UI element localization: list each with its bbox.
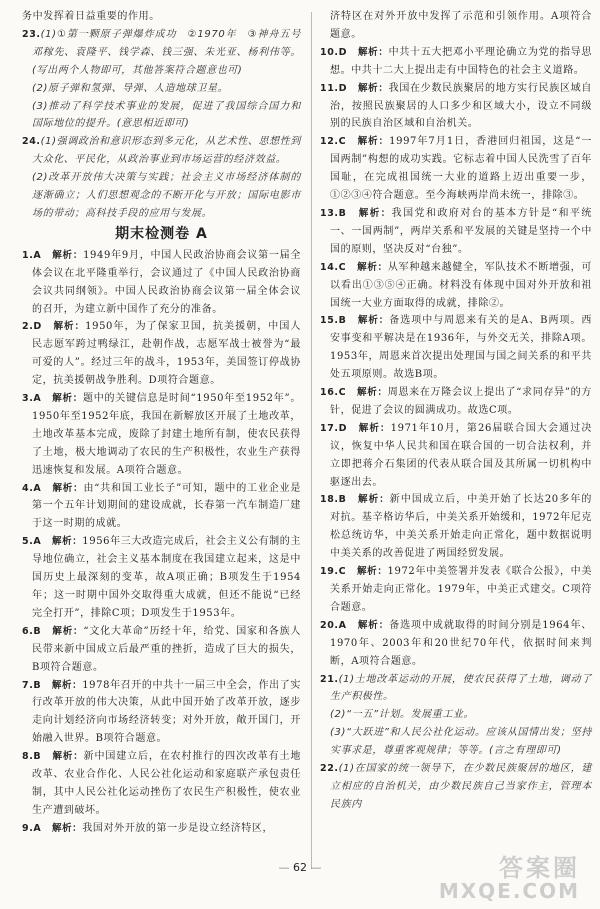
answer-part-3: (3)推动了科学技术事业的发展，促进了我国综合国力和国际地位的提升。(意思相近即可) [32, 100, 301, 130]
answer-part-1: (1)土地改革运动的开展，使农民获得了土地，调动了生产积极性。 [330, 673, 592, 703]
answer-choice: D [338, 82, 348, 94]
footer-dash-right: — [310, 861, 322, 874]
answer-choice: C [338, 566, 347, 578]
answer-item [22, 623, 301, 677]
analysis-text: 1956年三大改造完成后，社会主义公有制的主导地位确立，社会主义基本制度在我国建立起来，这是中国历史上最深刻的变革，故A项正确；B项发生于1954年；这一时期中国外交取得重大成就，但还不能说“已经完全打开”，排除C项；D项发生于1953年。 [32, 536, 301, 619]
answer-choice: B [33, 625, 42, 637]
answer-item [320, 617, 592, 671]
question-number: 8. [22, 751, 34, 763]
question-number: 15. [320, 315, 339, 327]
answer-item [320, 44, 592, 80]
right-column [320, 8, 592, 814]
answer-item [22, 318, 301, 390]
answer-part-2: (2)改革开放伟大决策与实践；社会主义市场经济体制的逐渐确立；人们思想观念的不断开化与开放；国际电影市场的带动；高科技手段的应用与发展。 [32, 172, 301, 219]
continued-text: 济特区在对外开放中发挥了示范和引领作用。A项符合题意。 [330, 11, 592, 40]
page-number: 62 [293, 861, 307, 874]
analysis-tag: 解析： [357, 136, 390, 148]
right-answer-list [320, 44, 592, 671]
answer-choice: B [338, 494, 347, 506]
analysis-text: 1971年10月，第26届联合国大会通过决议，恢复中华人民共和国在联合国的一切合法权利，并立即把蒋介石集团的代表从联合国及其所属一切机构中驱逐出去。 [330, 422, 592, 488]
answer-item [320, 80, 592, 134]
column-divider [311, 12, 312, 869]
intro-line: 务中发挥着日益重要的作用。 [22, 11, 160, 22]
analysis-text: 由“共和国工业长子”可知，题中的工业企业是第一个五年计划期间的建设成就，长春第一汽车制造厂建于这一时期的成就。 [32, 482, 301, 530]
answer-choice: D [33, 321, 42, 333]
question-number: 20. [320, 619, 339, 631]
analysis-tag: 解析： [52, 751, 84, 763]
answer-item [320, 563, 592, 617]
analysis-text: 从军种越来越健全，军队技术不断增强，可以看出①③⑤④正确。材料没有体现中国对外开放和祖国统一大业方面取得的成就，排除②。 [330, 261, 592, 309]
question-number: 17. [320, 422, 339, 434]
site-watermark-logo [438, 849, 592, 905]
analysis-tag: 解析： [51, 822, 83, 834]
answer-choice: A [33, 482, 42, 494]
question-number: 10. [320, 46, 339, 58]
analysis-text: 1972年中美签署并发表《联合公报》，中美关系开始走向正常化。1979年，中美正式建交。C项符合题意。 [330, 566, 592, 613]
analysis-text: 我国党和政府对台的基本方针是“和平统一、一国两制”，两岸关系和平发展的关键是坚持一个中国的原则，坚决反对“台独”。 [330, 207, 592, 255]
answer-choice: A [33, 536, 42, 548]
answer-item [320, 259, 592, 313]
analysis-text: 中共十五大把邓小平理论确立为党的指导思想。中共十二大上提出走有中国特色的社会主义道路。 [330, 46, 592, 76]
question-22 [320, 760, 592, 814]
answer-item [320, 133, 592, 205]
question-number: 24. [22, 136, 41, 148]
question-23 [22, 26, 312, 133]
answer-item [22, 533, 301, 623]
question-number: 2. [22, 321, 34, 333]
answer-item [22, 480, 301, 534]
question-number: 13. [320, 207, 339, 219]
answer-part-2: (2)原子弹和氢弹、导弹、人造地球卫星。 [32, 82, 229, 94]
answer-choice: C [338, 261, 347, 273]
analysis-tag: 解析： [357, 261, 388, 273]
analysis-tag: 解析： [358, 494, 390, 506]
watermark-line-1: 答案圈 [499, 854, 580, 882]
question-21 [320, 671, 592, 761]
question-24 [22, 133, 301, 223]
analysis-tag: 解析： [51, 679, 83, 691]
answer-part-3: (3)“大跃进”和人民公社化运动。应该从国情出发；坚持实事求是，尊重客观规律；等等。(言之有理即可) [330, 727, 592, 757]
answer-choice: A [33, 249, 42, 261]
analysis-tag: 解析： [52, 482, 84, 494]
answer-item [320, 384, 592, 420]
answer-item [22, 748, 301, 820]
left-answer-list [22, 247, 301, 838]
answer-item [320, 491, 592, 563]
question-number: 21. [320, 673, 339, 685]
question-number: 16. [320, 387, 339, 399]
answer-item [320, 312, 592, 384]
question-number: 12. [320, 136, 339, 148]
analysis-text: 题中的关键信息是时间“1950年至1952年”。1950年至1952年底，我国在新解放区开展了土地改革，土地改革基本完成，废除了封建土地所有制，使农民获得了土地，极大地调动了农民的生产积极性，农业生产获得迅速恢复和发展。A项符合题意。 [32, 393, 301, 476]
analysis-text: 我国在少数民族聚居的地方实行民族区域自治，按照民族聚居的人口多少和区域大小，设立不同级别的民族自治区域和自治机关。 [330, 82, 592, 130]
analysis-text: 1950年，为了保家卫国，抗美援朝，中国人民志愿军跨过鸭绿江，赴朝作战，志愿军战士被誉为“最可爱的人”。经过三年的战斗，1953年，美国签订停战协定，抗美援朝战争胜利。D项符合题意。 [32, 321, 301, 387]
answer-part-1: (1)强调政治和意识形态到多元化，从艺术性、思想性到大众化、平民化，从政治事业到市场运营的经济效益。 [32, 136, 301, 166]
answer-item [320, 420, 592, 492]
answer-item [22, 390, 301, 480]
analysis-text: 1978年召开的中共十一届三中全会，作出了实行改革开放的伟大决策，从此中国开始了改革开放，逐步走向计划经济向市场经济转变；对外开放，敞开国门，开始融入世界。B项符合题意。 [32, 679, 301, 745]
question-number: 22. [320, 763, 339, 775]
answer-choice: A [33, 393, 42, 405]
answer-choice: B [33, 679, 42, 691]
question-number: 19. [320, 566, 339, 578]
question-number: 9. [22, 822, 34, 834]
answer-part-1: (1)在国家的统一领导下，在少数民族聚居的地区，建立相应的自治机关，由少数民族自己当家作主，管理本民族内 [330, 763, 592, 810]
analysis-text: 备选项中与周恩来有关的是A、B两项。西安事变和平解决是在1936年，与外交无关，排除A项。1953年，周恩来首次提出处理国与国之间关系的和平共处五项原则。故选B项。 [330, 315, 592, 381]
question-number: 23. [22, 28, 41, 40]
question-number: 6. [22, 625, 34, 637]
analysis-tag: 解析： [356, 566, 388, 578]
analysis-tag: 解析： [358, 207, 392, 219]
answer-choice: D [338, 422, 348, 434]
analysis-text: “文化大革命”历经十年，给党、国家和各族人民带来新中国成立后最严重的挫折，造成了巨大的损失，B项符合题意。 [32, 625, 302, 673]
analysis-tag: 解析： [357, 387, 388, 399]
answer-choice: B [338, 315, 347, 327]
question-number: 4. [22, 482, 34, 494]
analysis-text: 备选项中成就取得的时间分别是1964年、1970年、2003年和20世纪70年代，依据时间来判断，A项符合题意。 [330, 619, 592, 667]
answer-item [22, 677, 301, 749]
analysis-tag: 解析： [358, 422, 391, 434]
question-number: 1. [22, 249, 34, 261]
analysis-tag: 解析： [52, 625, 84, 637]
answer-item [320, 205, 592, 259]
left-column [22, 8, 312, 838]
question-number: 5. [22, 536, 34, 548]
answer-part-1: (1)①第一颗原子弹爆炸成功 ②1970年 ③神舟五号 邓稼先、袁隆平、钱学森、钱三强、朱光亚、杨利伟等。(写出两个人物即可，其他答案符合题意也可) [32, 28, 312, 76]
section-title: 期末检测卷 A [115, 225, 208, 242]
answer-choice: A [338, 619, 347, 631]
analysis-tag: 解析： [357, 82, 389, 94]
analysis-text: 1949年9月，中国人民政治协商会议第一届全体会议在北平隆重举行，会议通过了《中国人民政治协商会议共同纲领》。中国人民政治协商会议第一届全体会议的召开，为建立新中国作了充分的准备。 [32, 249, 301, 315]
answer-choice: C [338, 136, 347, 148]
analysis-tag: 解析： [53, 321, 86, 333]
analysis-text: 我国对外开放的第一步是设立经济特区， [82, 822, 274, 834]
analysis-tag: 解析： [357, 619, 390, 631]
analysis-tag: 解析： [52, 393, 84, 405]
answer-choice: B [338, 207, 347, 219]
analysis-text: 1997年7月1日，香港回归祖国，这是“一国两制”构想的成功实践。它标志着中国人民洗雪了百年国耻，在完成祖国统一大业的道路上迈出重要一步，①②③④符合题意。至今海峡两岸尚未统一，排除③。 [330, 136, 592, 202]
analysis-tag: 解析： [51, 536, 83, 548]
footer-dash-left: — [278, 861, 290, 874]
answer-item [22, 820, 301, 838]
question-number: 18. [320, 494, 339, 506]
answer-item [22, 247, 301, 319]
answer-choice: D [338, 46, 348, 58]
analysis-text: 周恩来在万隆会议上提出了“求同存异”的方针，促进了会议的圆满成功。故选C项。 [330, 387, 592, 416]
watermark-line-2: MXQE.COM [438, 879, 580, 903]
analysis-tag: 解析： [357, 315, 390, 327]
analysis-text: 新中国成立后，中美开始了长达20多年的对抗。基辛格访华后，中美关系开始缓和，1972年尼克松总统访华，中美关系开始走向正常化，题中数据说明中美关系的改善促进了两国经贸发展。 [330, 494, 592, 560]
question-number: 14. [320, 261, 339, 273]
analysis-tag: 解析： [357, 46, 389, 58]
answer-part-2: (2)“一五”计划。发展重工业。 [330, 709, 475, 721]
analysis-tag: 解析： [52, 249, 84, 261]
answer-choice: B [33, 751, 42, 763]
answer-choice: C [338, 387, 347, 399]
question-number: 11. [320, 82, 339, 94]
question-number: 7. [22, 679, 34, 691]
question-number: 3. [22, 393, 34, 405]
answer-choice: A [33, 822, 42, 834]
analysis-text: 新中国建立后，在农村推行的四次改革有土地改革、农业合作化、人民公社化运动和家庭联产承包责任制，其中人民公社化运动挫伤了农民生产积极性，使农业生产遭到破坏。 [32, 751, 301, 816]
